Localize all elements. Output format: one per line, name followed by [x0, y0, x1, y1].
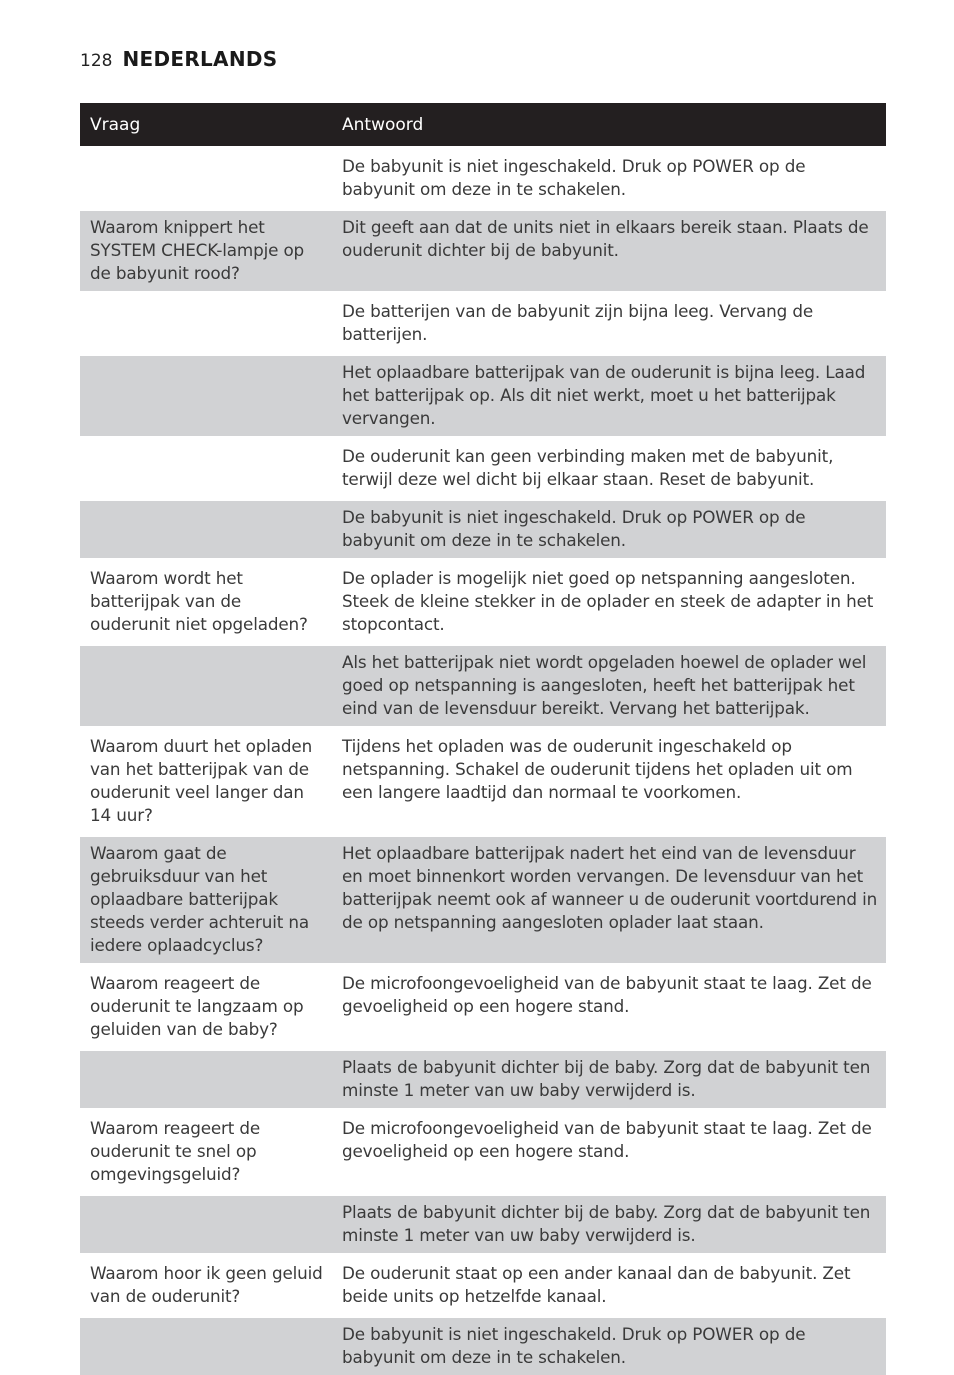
answer-cell: Tijdens het opladen was de ouderunit ingeschakeld op netspanning. Schakel de ouderunit tijdens het opladen uit om een langere laadtijd dan normaal te voorkomen.	[342, 736, 853, 802]
question-cell: Waarom reageert de ouderunit te langzaam op geluiden van de baby?	[90, 973, 304, 1039]
table-row	[80, 295, 886, 352]
table-row	[80, 150, 886, 207]
answer-cell: De microfoongevoeligheid van de babyunit staat te laag. Zet de gevoeligheid op een hogere stand.	[342, 973, 872, 1016]
question-cell	[80, 361, 332, 430]
answer-cell: De ouderunit kan geen verbinding maken met de babyunit, terwijl deze wel dicht bij elkaar staan. Reset de babyunit.	[342, 446, 834, 489]
answer-cell: De oplader is mogelijk niet goed op netspanning aangesloten. Steek de kleine stekker in de oplader en steek de adapter in het stopcontact.	[342, 568, 874, 634]
table-body	[80, 150, 886, 1375]
faq-table	[80, 103, 886, 1375]
table-row	[80, 1112, 886, 1192]
table-row	[80, 501, 886, 558]
answer-cell: De microfoongevoeligheid van de babyunit staat te laag. Zet de gevoeligheid op een hogere stand.	[342, 1118, 872, 1161]
question-cell	[80, 1323, 332, 1369]
question-cell	[80, 155, 332, 201]
table-row	[80, 837, 886, 963]
answer-cell: De babyunit is niet ingeschakeld. Druk op POWER op de babyunit om deze in te schakelen.	[342, 507, 806, 550]
page-header	[80, 47, 277, 75]
answer-cell: Plaats de babyunit dichter bij de baby. Zorg dat de babyunit ten minste 1 meter van uw baby verwijderd is.	[342, 1057, 871, 1100]
table-row	[80, 646, 886, 726]
answer-cell: De ouderunit staat op een ander kanaal dan de babyunit. Zet beide units op hetzelfde kanaal.	[342, 1263, 851, 1306]
question-cell	[80, 651, 332, 720]
column-header-answer: Antwoord	[342, 114, 424, 135]
table-row	[80, 440, 886, 497]
column-header-question: Vraag	[90, 114, 141, 135]
question-cell: Waarom wordt het batterijpak van de ouderunit niet opgeladen?	[90, 568, 308, 634]
answer-cell: Het oplaadbare batterijpak van de ouderunit is bijna leeg. Laad het batterijpak op. Als dit niet werkt, moet u het batterijpak vervangen.	[342, 362, 866, 428]
table-row	[80, 1318, 886, 1375]
question-cell: Waarom hoor ik geen geluid van de ouderunit?	[90, 1263, 323, 1306]
answer-cell: Het oplaadbare batterijpak nadert het eind van de levensduur en moet binnenkort worden vervangen. De levensduur van het batterijpak neemt ook af wanneer u de ouderunit voortdurend in de op netspanning aangesloten oplader laat staan.	[342, 843, 878, 932]
table-row	[80, 211, 886, 291]
table-row	[80, 1257, 886, 1314]
table-row	[80, 967, 886, 1047]
answer-cell: De babyunit is niet ingeschakeld. Druk op POWER op de babyunit om deze in te schakelen.	[342, 156, 806, 199]
table-header-row	[80, 103, 886, 146]
page-number: 128	[80, 51, 113, 71]
answer-cell: Plaats de babyunit dichter bij de baby. Zorg dat de babyunit ten minste 1 meter van uw baby verwijderd is.	[342, 1202, 871, 1245]
question-cell: Waarom reageert de ouderunit te snel op omgevingsgeluid?	[90, 1118, 261, 1184]
answer-cell: De babyunit is niet ingeschakeld. Druk op POWER op de babyunit om deze in te schakelen.	[342, 1324, 806, 1367]
table-row	[80, 562, 886, 642]
answer-cell: Dit geeft aan dat de units niet in elkaars bereik staan. Plaats de ouderunit dichter bij de babyunit.	[342, 217, 869, 260]
table-row	[80, 730, 886, 833]
question-cell: Waarom duurt het opladen van het batterijpak van de ouderunit veel langer dan 14 uur?	[90, 736, 313, 825]
question-cell	[80, 445, 332, 491]
table-row	[80, 1196, 886, 1253]
question-cell: Waarom knippert het SYSTEM CHECK-lampje op de babyunit rood?	[90, 217, 305, 283]
question-cell	[80, 1056, 332, 1102]
question-cell	[80, 506, 332, 552]
answer-cell: De batterijen van de babyunit zijn bijna leeg. Vervang de batterijen.	[342, 301, 814, 344]
page-language-title: NEDERLANDS	[122, 47, 278, 71]
question-cell	[80, 1201, 332, 1247]
question-cell: Waarom gaat de gebruiksduur van het oplaadbare batterijpak steeds verder achteruit na iedere oplaadcyclus?	[90, 843, 309, 955]
table-row	[80, 1051, 886, 1108]
answer-cell: Als het batterijpak niet wordt opgeladen hoewel de oplader wel goed op netspanning is aangesloten, heeft het batterijpak het eind van de levensduur bereikt. Vervang het batterijpak.	[342, 652, 867, 718]
question-cell	[80, 300, 332, 346]
table-row	[80, 356, 886, 436]
